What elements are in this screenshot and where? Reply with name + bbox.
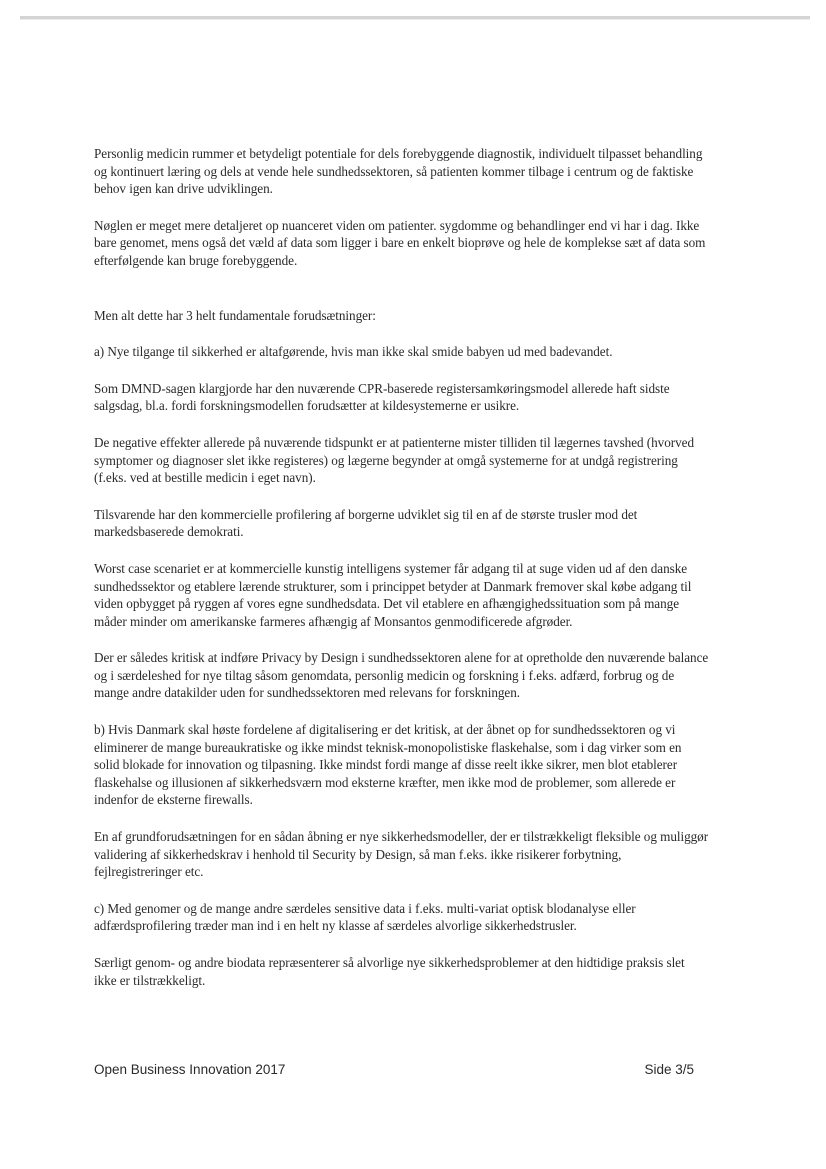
- paragraph-c-genomer: c) Med genomer og de mange andre særdeles sensitive data i f.eks. multi-variat optisk blodanalyse eller adfærdsprofilering træder man ind i en helt ny klasse af særdeles alvorlige sikkerhedstrusler.: [94, 900, 636, 934]
- paragraph-dmnd-sagen: Som DMND-sagen klargjorde har den nuværende CPR-baserede registersamkøringsmodel allerede haft sidste salgsdag, bl.a. fordi forskningsmodellen forudsætter at kildesystemerne er usikre.: [94, 380, 670, 414]
- paragraph-worst-case: Worst case scenariet er at kommercielle kunstig intelligens systemer får adgang til at suge viden ud af den danske sundhedssektor og etablere lærende strukturer, som i princippet betyder at Danmark fremover skal købe adgang til viden opbygget på ryggen af vores egne sundhedsdata. Det vil etablere en afhængighedssituation som på mange måder minder om amerikanske farmeres afhængig af Monsantos genmodificerede afgrøder.: [94, 560, 692, 629]
- paragraph-biodata: Særligt genom- og andre biodata repræsenterer så alvorlige nye sikkerhedsproblemer at den hidtidige praksis slet ikke er tilstrækkeligt.: [94, 955, 685, 988]
- paragraph-kommerciel-profilering: Tilsvarende har den kommercielle profilering af borgerne udviklet sig til en af de største trusler mod det markedsbaserede demokrati.: [94, 506, 638, 540]
- paragraph-privacy-by-design: Der er således kritisk at indføre Privacy by Design i sundhedssektoren alene for at opretholde den nuværende balance og i særdeleshed for nye tiltag såsom genomdata, personlig medicin og forskning i f.eks. adfærd, forbrug og de mange andre datakilder uden for sundhedssektoren med relevans for forskningen.: [94, 650, 709, 701]
- paragraph-noeglen: Nøglen er meget mere detaljeret op nuanceret viden om patienter. sygdomme og behandlinger end vi har i dag. Ikke bare genomet, mens også det væld af data som ligger i bare en enkelt bioprøve og hele de komplekse sæt af data som efterfølgende kan bruge forebyggende.: [94, 217, 706, 268]
- paragraph-forudsaetninger-intro: Men alt dette har 3 helt fundamentale forudsætninger:: [94, 307, 376, 323]
- document-body: [94, 145, 710, 1008]
- paragraph-sikkerhedsmodeller: En af grundforudsætningen for en sådan åbning er nye sikkerhedsmodeller, der er tilstrækkeligt fleksible og muliggør validering af sikkerhedskrav i henhold til Security by Design, så man f.eks. ikke risikerer forbytning, fejlregistreringer etc.: [94, 829, 709, 880]
- scan-edge-line: [20, 16, 810, 20]
- paragraph-negative-effekter: De negative effekter allerede på nuværende tidspunkt er at patienterne mister tilliden til lægernes tavshed (hvorved symptomer og diagnoser slet ikke registeres) og lægerne begynder at omgå systemerne for at undgå registrering (f.eks. ved at bestille medicin i eget navn).: [94, 434, 695, 486]
- footer-page-number: Side 3/5: [644, 1062, 694, 1077]
- paragraph-a-sikkerhed: a) Nye tilgange til sikkerhed er altafgørende, hvis man ikke skal smide babyen ud med badevandet.: [94, 344, 613, 360]
- paragraph-b-digitalisering: b) Hvis Danmark skal høste fordelene af digitalisering er det kritisk, at der åbnet op for sundhedssektoren og vi eliminerer de mange bureaukratiske og ikke mindst teknisk-monopolistiske flaskehalse, som i dag virker som en solid blokade for innovation og tilpasning. Ikke mindst fordi mange af disse reelt ikke sikrer, men blot etablerer flaskehalse og illusionen af sikkerhedsværn mod eksterne kræfter, men ikke mod de problemer, som allerede er indenfor de eksterne firewalls.: [94, 722, 682, 808]
- footer-organization: Open Business Innovation 2017: [94, 1062, 286, 1077]
- paragraph-personlig-medicin: Personlig medicin rummer et betydeligt potentiale for dels forebyggende diagnostik, individuelt tilpasset behandling og kontinuert læring og dels at vende hele sundhedssektoren, så patienten kommer tilbage i centrum og de faktiske behov igen kan drive udviklingen.: [94, 146, 703, 197]
